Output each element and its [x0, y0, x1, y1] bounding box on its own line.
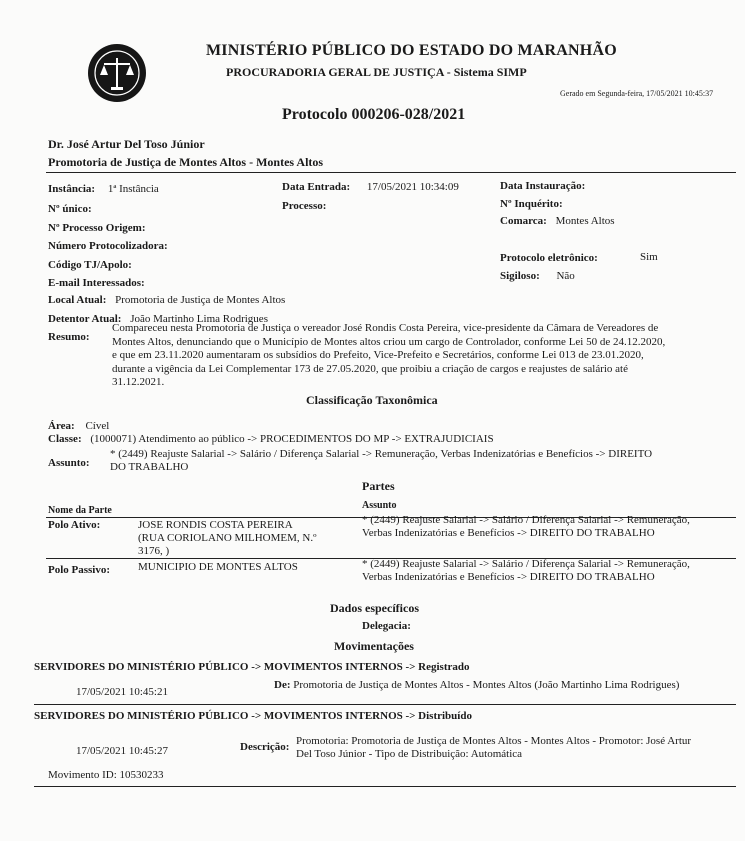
movimento-detail-value: Promotoria de Justiça de Montes Altos - Montes Altos (João Martinho Lima Rodrigues) [293, 679, 680, 691]
parte-nome [138, 519, 317, 558]
classe-row [48, 433, 494, 445]
resumo-label: Resumo: [48, 331, 90, 343]
instancia-row [48, 183, 159, 195]
numero-unico-label: Nº único: [48, 203, 92, 215]
movimento-detail-line: Promotoria: Promotoria de Justiça de Montes Altos - Montes Altos - Promotor: José Artur [296, 735, 692, 747]
resumo-line: durante a vigência da Lei Complementar 173 de 27.05.2020, que proibiu a criação de cargos e reajustes de salário até [112, 362, 628, 375]
parte-assunto-line: Verbas Indenizatórias e Benefícios -> DIREITO DO TRABALHO [362, 571, 655, 583]
assunto-value [110, 448, 652, 474]
data-entrada-label: Data Entrada: [282, 181, 351, 193]
comarca-value: Montes Altos [555, 215, 615, 227]
scales-of-justice-icon [88, 44, 146, 102]
detentor-value: João Martinho Lima Rodrigues [130, 313, 268, 325]
movimento-date: 17/05/2021 10:45:27 [76, 745, 168, 757]
col-assunto: Assunto [362, 500, 397, 511]
protocolo-eletronico-value: Sim [640, 251, 658, 263]
codigo-label: Código TJ/Apolo: [48, 259, 132, 271]
partes-heading: Partes [362, 479, 395, 493]
classe-label: Classe: [48, 433, 82, 445]
resumo-line: Montes Altos, denunciando que o Município de Montes altos criou um cargo de Controlador, conforme Lei 50 de 24.12.2020, [112, 335, 666, 348]
movimento-title: SERVIDORES DO MINISTÉRIO PÚBLICO -> MOVIMENTOS INTERNOS -> Distribuído [34, 710, 472, 722]
movimentacoes-heading: Movimentações [334, 639, 414, 653]
sigiloso-value: Não [556, 270, 575, 282]
especificos-heading: Dados específicos [330, 601, 419, 615]
protocolo-eletronico-label: Protocolo eletrônico: [500, 252, 598, 264]
delegacia-label: Delegacia: [362, 620, 411, 632]
parte-assunto [362, 514, 690, 540]
area-label: Área: [48, 420, 75, 432]
polo-passivo-label: Polo Passivo: [48, 564, 111, 576]
taxonomia-heading: Classificação Taxonômica [306, 393, 438, 407]
resumo-line: 31.12.2021. [112, 376, 165, 388]
comarca-label: Comarca: [500, 215, 547, 227]
classe-value: (1000071) Atendimento ao público -> PROCEDIMENTOS DO MP -> EXTRAJUDICIAIS [90, 433, 494, 445]
comarca-row [500, 215, 615, 227]
detentor-label: Detentor Atual: [48, 313, 122, 325]
movimento-date: 17/05/2021 10:45:21 [76, 686, 168, 698]
protocol-number: Protocolo 000206-028/2021 [282, 106, 466, 123]
parte-assunto-line: * (2449) Reajuste Salarial -> Salário / Diferença Salarial -> Remuneração, [362, 558, 690, 570]
processo-origem-label: Nº Processo Origem: [48, 222, 146, 234]
instancia-label: Instância: [48, 183, 96, 195]
parte-nome-line: (RUA CORIOLANO MILHOMEM, N.º [138, 532, 317, 544]
data-entrada-row [282, 181, 459, 193]
local-value: Promotoria de Justiça de Montes Altos [115, 294, 286, 306]
movimento-detail-label: De: [274, 679, 291, 691]
email-label: E-mail Interessados: [48, 277, 145, 289]
generated-timestamp: Gerado em Segunda-feira, 17/05/2021 10:45:37 [560, 89, 714, 98]
parte-nome-line: JOSE RONDIS COSTA PEREIRA [138, 519, 293, 531]
assunto-line: * (2449) Reajuste Salarial -> Salário / Diferença Salarial -> Remuneração, Verbas Indenizatórias e Benefícios -> DIREITO [110, 448, 653, 460]
sigiloso-row [500, 270, 575, 282]
polo-ativo-label: Polo Ativo: [48, 519, 101, 531]
divider [34, 704, 736, 705]
inquerito-label: Nº Inquérito: [500, 198, 563, 210]
data-instauracao-label: Data Instauração: [500, 180, 586, 192]
assunto-line: DO TRABALHO [110, 461, 189, 473]
document-title: MINISTÉRIO PÚBLICO DO ESTADO DO MARANHÃO [206, 42, 617, 59]
area-row [48, 420, 109, 432]
document-subtitle: PROCURADORIA GERAL DE JUSTIÇA - Sistema SIMP [226, 65, 527, 79]
movimento-detail-value [296, 735, 691, 761]
parte-nome-line: 3176, ) [138, 545, 170, 557]
office-name: Promotoria de Justiça de Montes Altos - Montes Altos [48, 155, 324, 169]
processo-label: Processo: [282, 200, 327, 212]
local-atual-row [48, 294, 285, 306]
movimento-title: SERVIDORES DO MINISTÉRIO PÚBLICO -> MOVIMENTOS INTERNOS -> Registrado [34, 661, 470, 673]
person-name: Dr. José Artur Del Toso Júnior [48, 137, 205, 151]
resumo-line: e que em 23.11.2020 aumentaram os subsídios do Prefeito, Vice-Prefeito e Secretários, conforme Lei 013 de 23.01.2020, [112, 349, 644, 361]
parte-assunto [362, 558, 690, 584]
divider [34, 786, 736, 787]
sigiloso-label: Sigiloso: [500, 270, 540, 282]
area-value: Cível [85, 420, 110, 432]
resumo-line: Compareceu nesta Promotoria de Justiça o vereador José Rondis Costa Pereira, vice-presidente da Câmara de Vereadores de [112, 322, 659, 334]
local-label: Local Atual: [48, 294, 107, 306]
movimento-detail [274, 679, 679, 691]
movimento-detail-label: Descrição: [240, 741, 290, 753]
divider [46, 172, 736, 173]
assunto-label: Assunto: [48, 457, 90, 469]
seal-logo [88, 44, 146, 102]
col-nome-parte: Nome da Parte [48, 505, 112, 516]
protocolizadora-label: Número Protocolizadora: [48, 240, 168, 252]
resumo-text [112, 322, 665, 390]
parte-nome: MUNICIPIO DE MONTES ALTOS [138, 561, 298, 573]
movimento-id: Movimento ID: 10530233 [48, 769, 164, 781]
parte-assunto-line: Verbas Indenizatórias e Benefícios -> DIREITO DO TRABALHO [362, 527, 655, 539]
instancia-value: 1ª Instância [107, 183, 159, 195]
data-entrada-value: 17/05/2021 10:34:09 [366, 181, 459, 193]
movimento-detail-line: Del Toso Júnior - Tipo de Distribuição: Automática [296, 748, 523, 760]
parte-assunto-line: * (2449) Reajuste Salarial -> Salário / Diferença Salarial -> Remuneração, [362, 514, 690, 526]
